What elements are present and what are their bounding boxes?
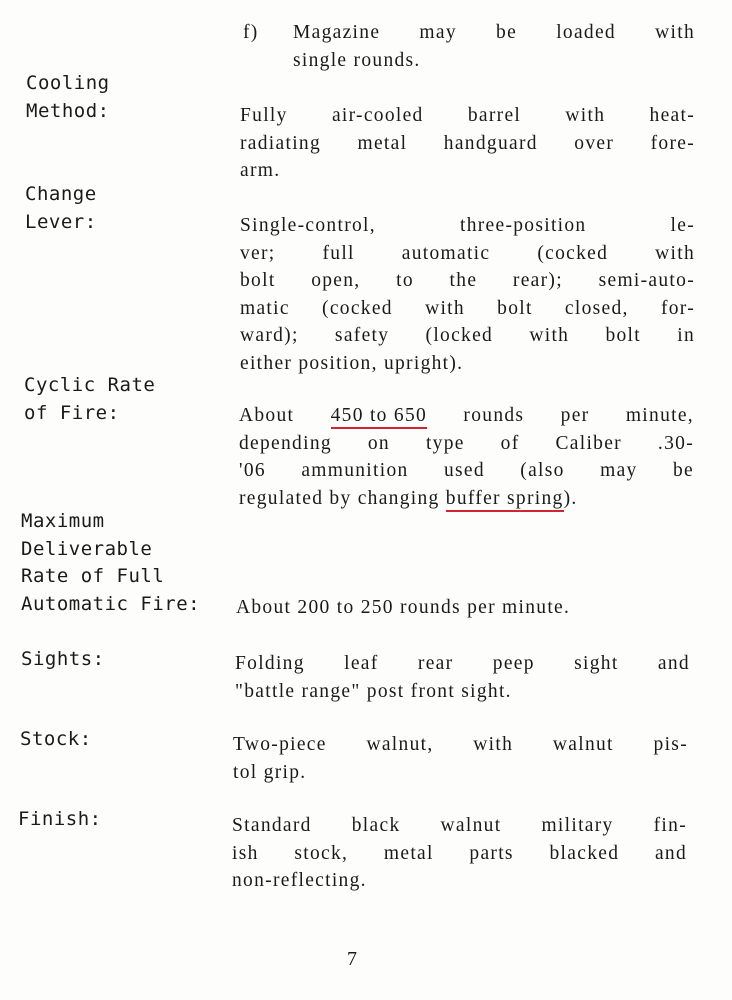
spec-label-finish: Finish: [18,808,102,830]
spec-label-cyclic-rate: Cyclic Rate of Fire: [24,374,156,424]
text-line: Magazine may be loaded with [293,22,695,43]
spec-value-change-lever [240,212,695,377]
spec-value-cooling-method [240,102,695,185]
spec-value-stock [233,731,688,786]
text-line: Folding leaf rear peep sight and [235,653,690,674]
spec-value-max-deliverable-rate [236,594,691,622]
text-line: About 200 to 250 rounds per minute. [236,597,571,618]
red-underline-mark: buffer spring [446,488,564,512]
spec-value-finish [232,812,687,895]
text-line: '06 ammunition used (also may be [239,460,694,481]
text-line: Single-control, three-position le- [240,215,695,236]
text-line: either position, upright). [240,352,464,374]
page-number: 7 [347,948,357,970]
spec-value-cyclic-rate [239,402,694,512]
text-line: single rounds. [293,49,421,71]
spec-label-max-deliverable-rate: Maximum Deliverable Rate of Full Automatic Fire: [21,510,201,615]
intro-item-marker: f) [243,22,259,43]
text-line: tol grip. [233,761,307,783]
text-line: arm. [240,160,281,181]
text-line: About 450 to 650 rounds per minute, [239,402,694,430]
text-line: matic (cocked with bolt closed, for- [240,297,695,319]
text-line: Fully air-cooled barrel with heat- [240,105,695,126]
text-line: bolt open, to the rear); semi-auto- [240,270,695,291]
text-line: Two-piece walnut, with walnut pis- [233,734,688,755]
red-underline-mark: 450 to 650 [331,405,427,429]
text-line: ver; full automatic (cocked with [240,242,695,264]
text-line: ward); safety (locked with bolt in [240,325,695,346]
text-line: non-reflecting. [232,870,367,891]
text-line: Standard black walnut military fin- [232,815,687,836]
text-line: radiating metal handguard over fore- [240,132,695,154]
spec-label-change-lever: Change Lever: [25,183,97,233]
text-line: depending on type of Caliber .30- [239,432,694,454]
text-line: ish stock, metal parts blacked and [232,842,687,864]
text-line: regulated by changing buffer spring). [239,485,694,513]
spec-label-cooling-method: Cooling Method: [26,72,110,122]
spec-value-sights [235,650,690,705]
text-line: "battle range" post front sight. [235,680,512,702]
spec-label-stock: Stock: [20,728,92,750]
spec-label-sights: Sights: [21,648,105,670]
intro-item-text [293,19,695,74]
